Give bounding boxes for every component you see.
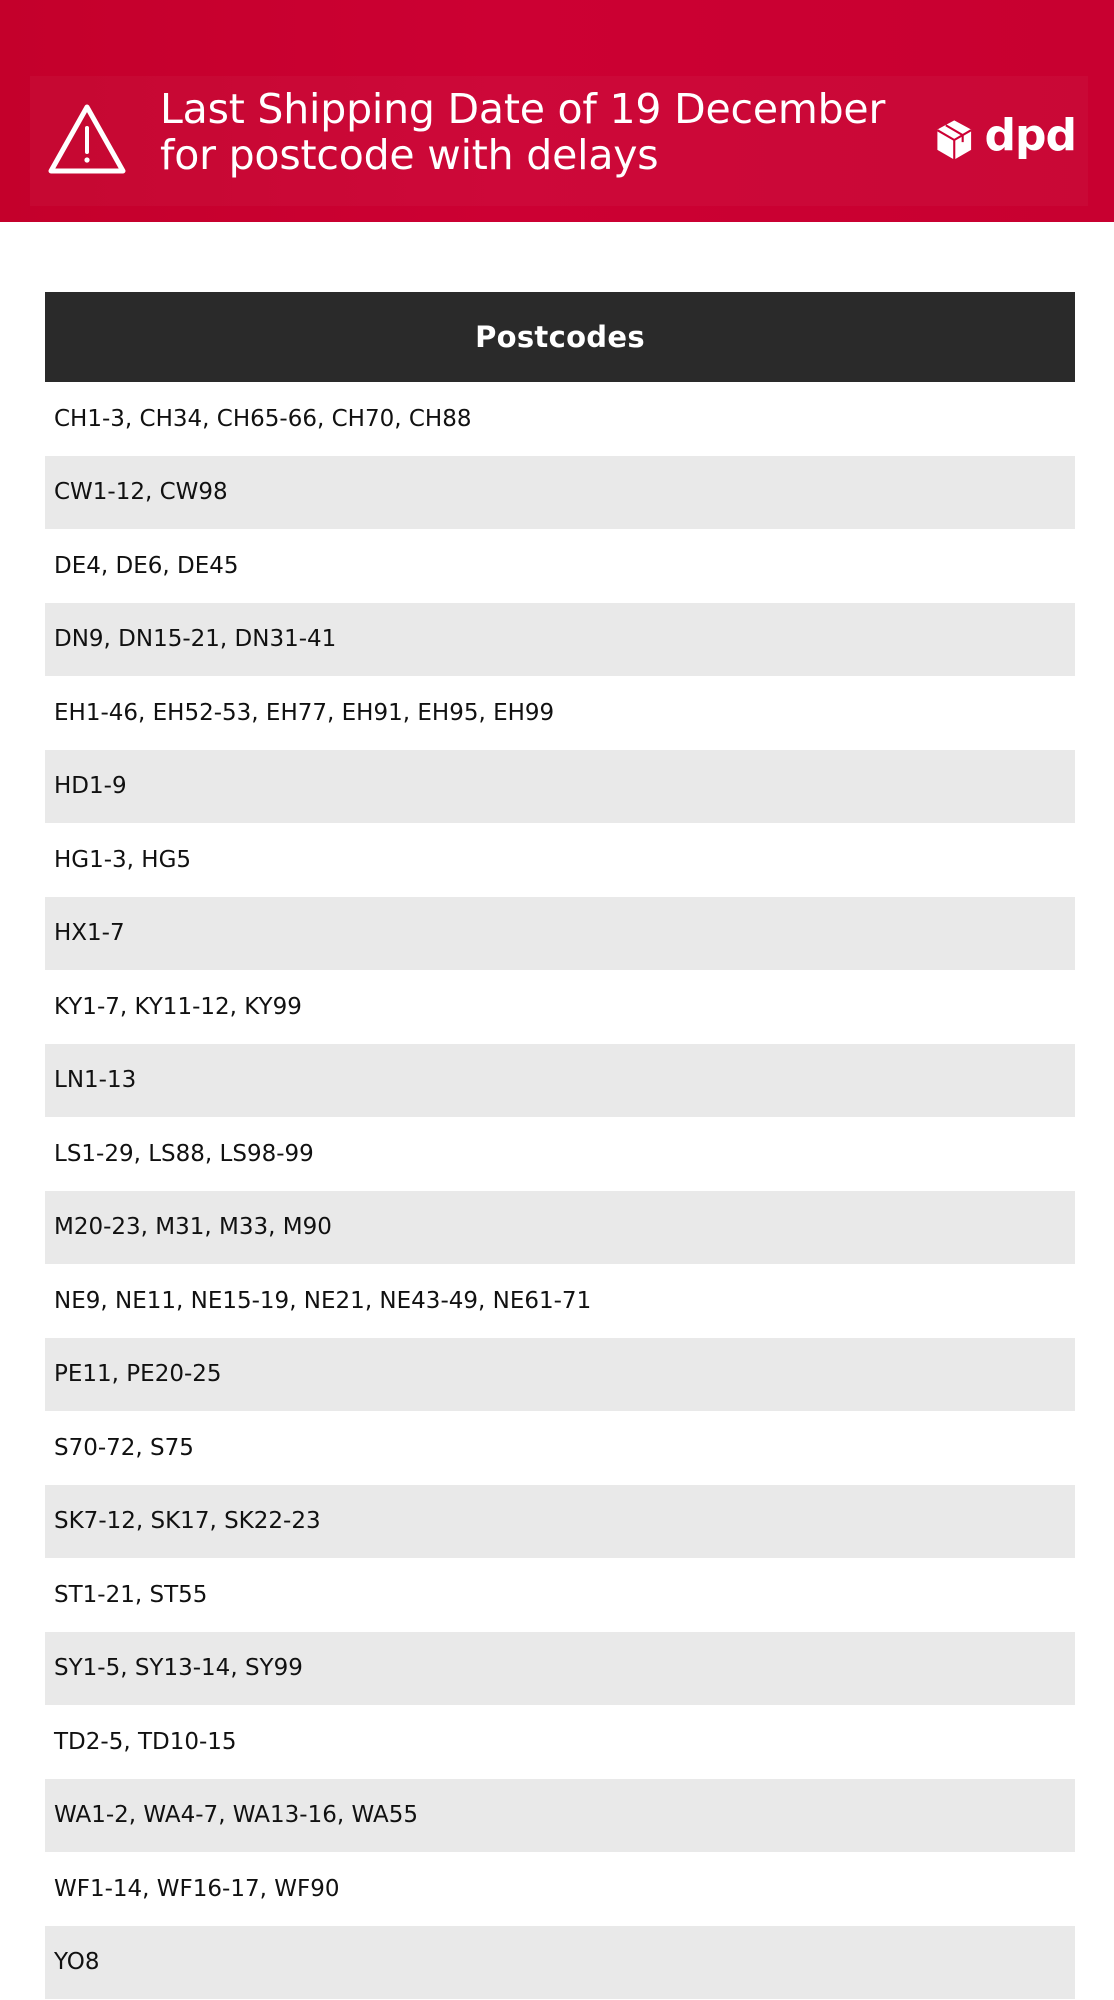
table-row: HG1-3, HG5 <box>45 823 1075 897</box>
table-row: WA1-2, WA4-7, WA13-16, WA55 <box>45 1779 1075 1853</box>
table-row: DN9, DN15-21, DN31-41 <box>45 603 1075 677</box>
table-row: HD1-9 <box>45 750 1075 824</box>
table-row: YO8 <box>45 1926 1075 2000</box>
table-row: LN1-13 <box>45 1044 1075 1118</box>
table-row: M20-23, M31, M33, M90 <box>45 1191 1075 1265</box>
table-row: LS1-29, LS88, LS98-99 <box>45 1117 1075 1191</box>
dpd-cube-icon <box>936 110 973 170</box>
table-row: HX1-7 <box>45 897 1075 971</box>
table-row: ST1-21, ST55 <box>45 1558 1075 1632</box>
table-row: CW1-12, CW98 <box>45 456 1075 530</box>
table-row: TD2-5, TD10-15 <box>45 1705 1075 1779</box>
table-row: DE4, DE6, DE45 <box>45 529 1075 603</box>
postcodes-table <box>45 292 1075 1999</box>
table-row: WF1-14, WF16-17, WF90 <box>45 1852 1075 1926</box>
dpd-logo-text: dpd <box>984 110 1076 161</box>
table-row: S70-72, S75 <box>45 1411 1075 1485</box>
table-row: NE9, NE11, NE15-19, NE21, NE43-49, NE61-71 <box>45 1264 1075 1338</box>
dpd-logo <box>936 108 1076 172</box>
table-row: CH1-3, CH34, CH65-66, CH70, CH88 <box>45 382 1075 456</box>
table-row: PE11, PE20-25 <box>45 1338 1075 1412</box>
announcement-banner <box>0 0 1114 222</box>
page-title <box>160 86 920 178</box>
table-row: SK7-12, SK17, SK22-23 <box>45 1485 1075 1559</box>
table-header: Postcodes <box>45 292 1075 382</box>
warning-triangle-icon <box>46 102 128 176</box>
headline-line-2: for postcode with delays <box>160 131 659 179</box>
headline-line-1: Last Shipping Date of 19 December <box>160 85 886 133</box>
table-row: EH1-46, EH52-53, EH77, EH91, EH95, EH99 <box>45 676 1075 750</box>
table-row: SY1-5, SY13-14, SY99 <box>45 1632 1075 1706</box>
table-body <box>45 382 1075 1999</box>
table-row: KY1-7, KY11-12, KY99 <box>45 970 1075 1044</box>
